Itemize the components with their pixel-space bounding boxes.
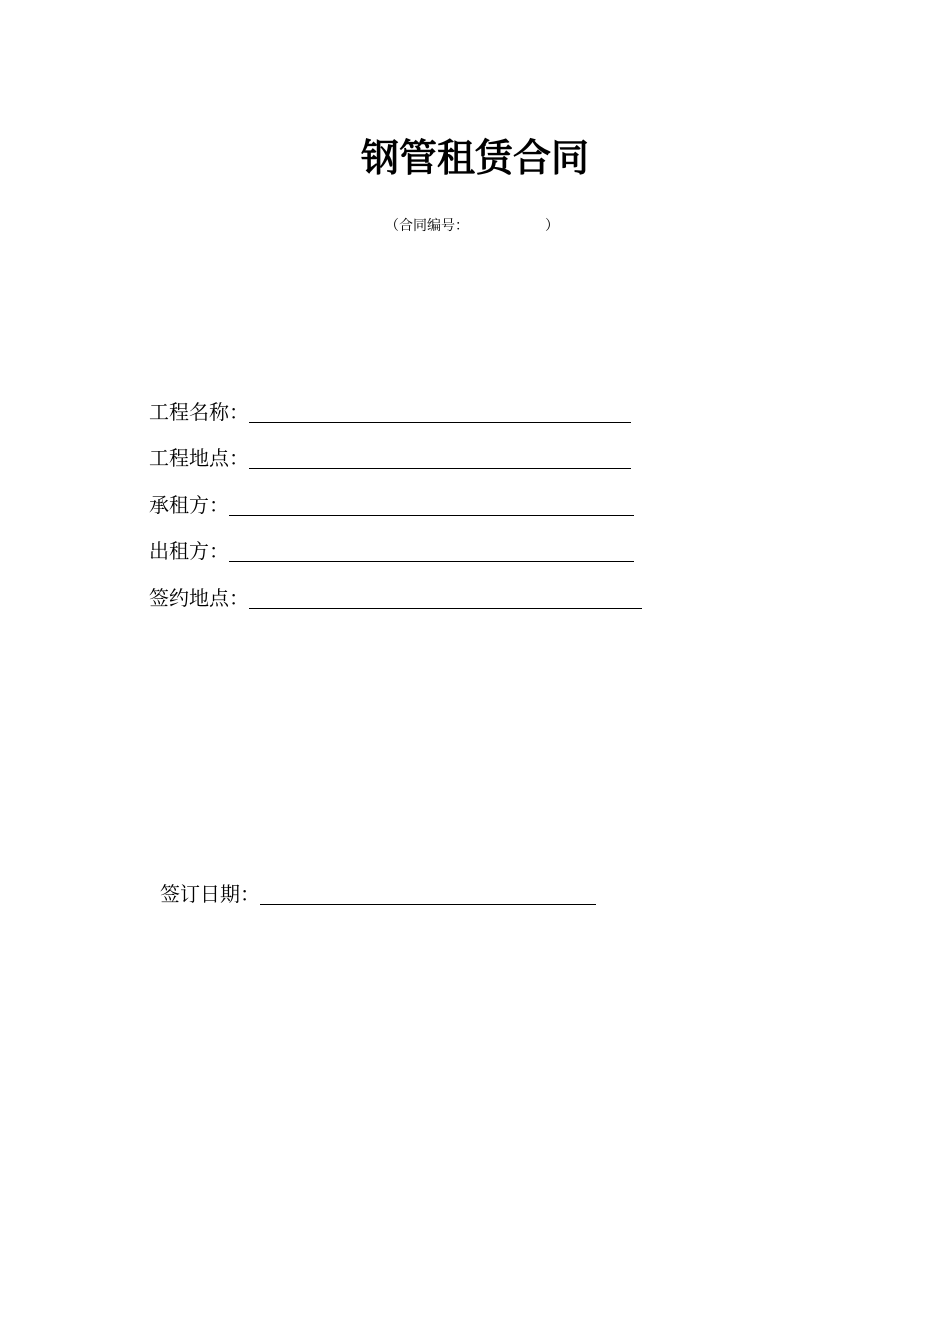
document-title: 钢管租赁合同 — [360, 135, 589, 180]
field-signing-date-blank — [260, 882, 596, 905]
field-project-location-blank — [249, 446, 631, 469]
field-signing-place-label: 签约地点： — [149, 586, 249, 610]
field-signing-place-blank — [249, 586, 642, 609]
field-project-location — [149, 442, 631, 472]
contract-number — [385, 216, 559, 236]
field-project-name-blank — [249, 400, 631, 423]
field-project-location-label: 工程地点： — [149, 446, 249, 470]
field-signing-place — [149, 582, 642, 612]
contract-number-prefix: （合同编号： — [385, 218, 469, 234]
field-lessee-label: 承租方： — [149, 493, 229, 517]
field-lessor — [149, 535, 634, 565]
field-lessee — [149, 489, 634, 519]
field-signing-date-label: 签订日期： — [160, 882, 260, 906]
field-project-name — [149, 396, 631, 426]
field-lessor-blank — [229, 539, 634, 562]
field-project-name-label: 工程名称： — [149, 400, 249, 424]
field-lessor-label: 出租方： — [149, 539, 229, 563]
field-lessee-blank — [229, 493, 634, 516]
field-signing-date — [160, 878, 596, 908]
contract-number-suffix: ） — [545, 218, 559, 234]
